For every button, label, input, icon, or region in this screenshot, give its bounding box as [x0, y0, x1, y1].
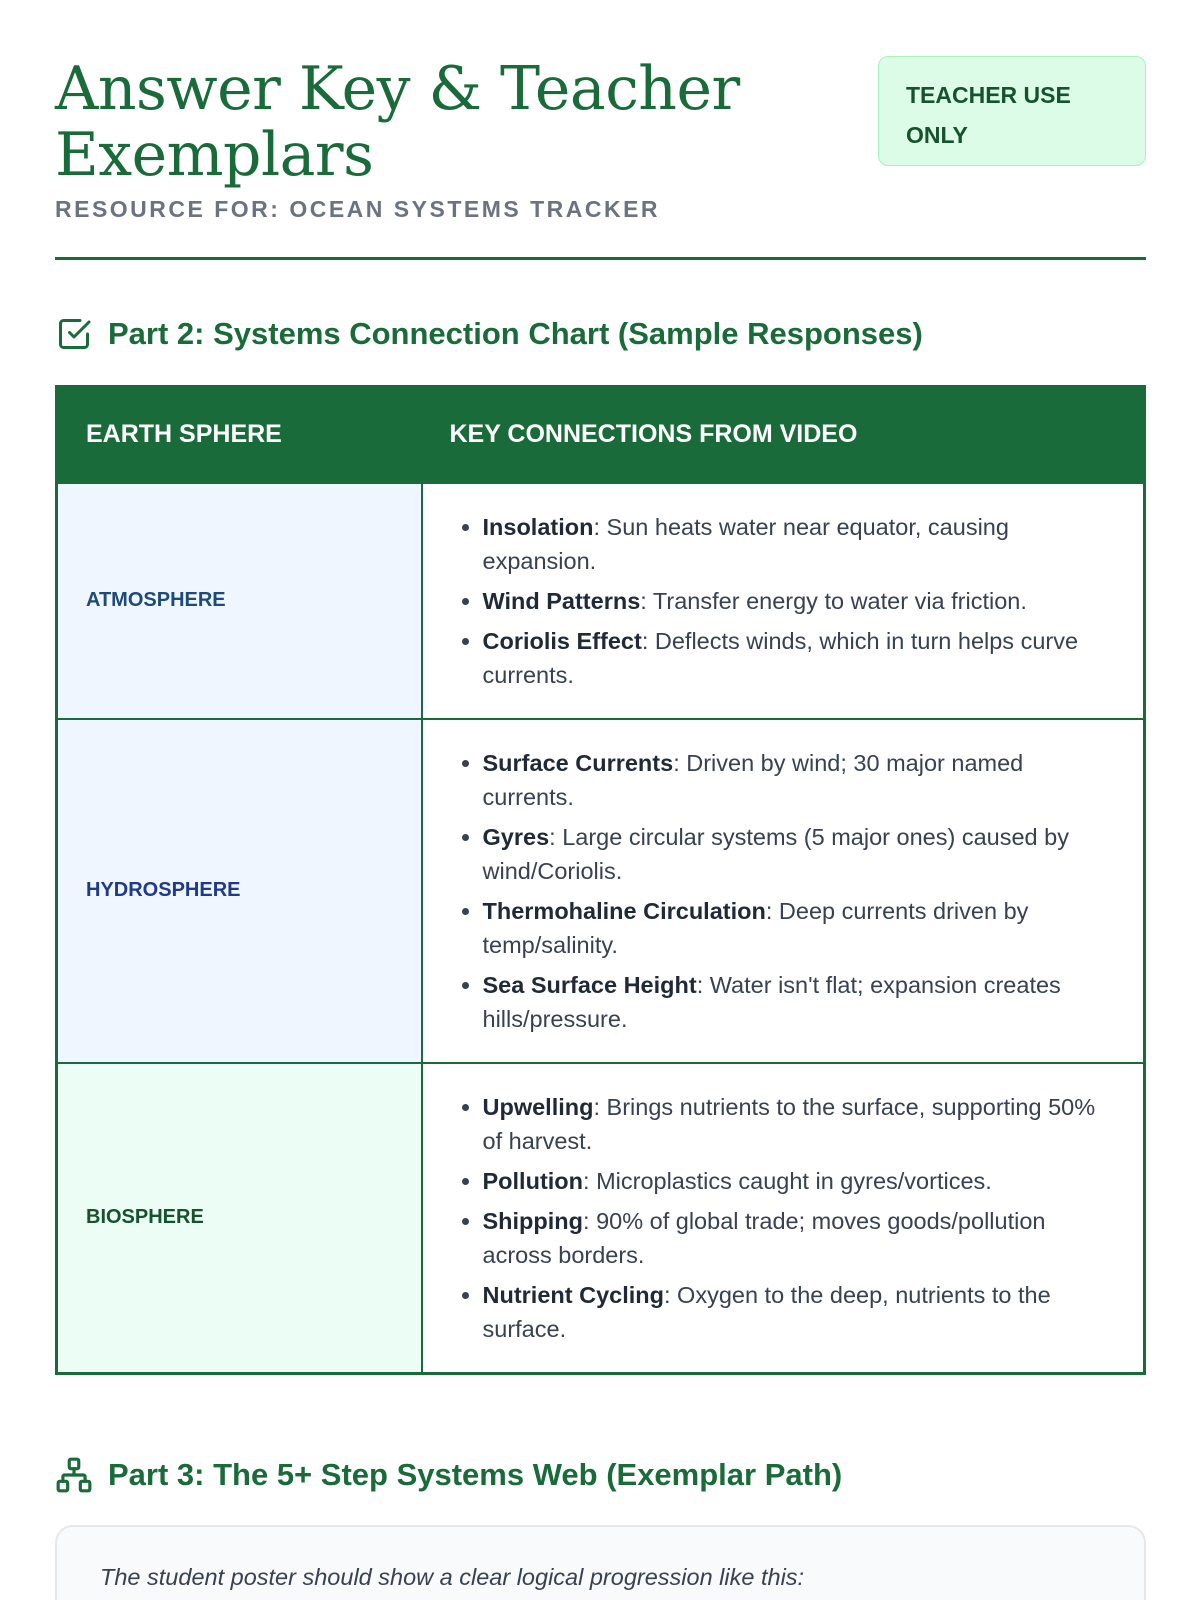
table-row-atmosphere [57, 483, 1145, 719]
connection-text: : Oxygen to the deep, nutrients to the surface. [482, 1281, 1051, 1342]
connection-text: : 90% of global trade; moves goods/pollution across borders. [482, 1207, 1046, 1268]
column-header-earth-sphere: EARTH SPHERE [57, 387, 422, 483]
list-item [483, 1164, 1114, 1198]
connection-text: : Deflects winds, which in turn helps curve currents. [482, 627, 1079, 688]
network-icon [55, 1456, 93, 1494]
sphere-label-hydrosphere: HYDROSPHERE [57, 719, 422, 1063]
connection-term: Wind Patterns [482, 587, 641, 614]
table-row-biosphere [57, 1063, 1145, 1374]
connection-term: Coriolis Effect [482, 627, 642, 654]
list-item [483, 624, 1114, 692]
connection-text: : Brings nutrients to the surface, supporting 50% of harvest. [482, 1093, 1096, 1154]
part2-heading [55, 315, 923, 353]
table-row-hydrosphere [57, 719, 1145, 1063]
connection-term: Upwelling [482, 1093, 594, 1120]
connection-text: : Sun heats water near equator, causing expansion. [482, 513, 1009, 574]
connections-cell-atmosphere [422, 483, 1145, 719]
sphere-label-biosphere: BIOSPHERE [57, 1063, 422, 1374]
systems-connection-chart [55, 385, 1146, 1375]
column-header-key-connections: KEY CONNECTIONS FROM VIDEO [422, 387, 1145, 483]
connections-cell-biosphere [422, 1063, 1145, 1374]
part2-heading-text: Part 2: Systems Connection Chart (Sample Responses) [108, 316, 923, 351]
list-item [483, 820, 1114, 888]
part3-heading [55, 1456, 842, 1494]
connection-text: : Deep currents driven by temp/salinity. [482, 897, 1029, 958]
page-header [55, 56, 1146, 260]
teacher-use-badge: TEACHER USE ONLY [878, 56, 1146, 166]
connection-text: : Driven by wind; 30 major named currents. [482, 749, 1024, 810]
part3-heading-text: Part 3: The 5+ Step Systems Web (Exemplar Path) [108, 1457, 843, 1492]
list-item [483, 510, 1114, 578]
exemplar-intro-text: The student poster should show a clear logical progression like this: [100, 1564, 805, 1590]
connection-term: Sea Surface Height [482, 971, 697, 998]
connections-cell-hydrosphere [422, 719, 1145, 1063]
connection-text: : Microplastics caught in gyres/vortices. [583, 1167, 992, 1194]
connection-term: Nutrient Cycling [482, 1281, 664, 1308]
connection-text: : Large circular systems (5 major ones) caused by wind/Coriolis. [482, 823, 1069, 884]
exemplar-path-box [55, 1525, 1146, 1600]
list-item [483, 1090, 1114, 1158]
checkbox-icon [55, 315, 93, 353]
connection-term: Surface Currents [482, 749, 674, 776]
connection-term: Gyres [482, 823, 550, 850]
list-item [483, 746, 1114, 814]
table-header-row [57, 387, 1145, 483]
sphere-label-atmosphere: ATMOSPHERE [57, 483, 422, 719]
list-item [483, 584, 1114, 618]
connection-term: Thermohaline Circulation [482, 897, 766, 924]
list-item [483, 968, 1114, 1036]
connection-text: : Water isn't flat; expansion creates hills/pressure. [482, 971, 1061, 1032]
connection-term: Pollution [482, 1167, 584, 1194]
list-item [483, 894, 1114, 962]
connection-term: Insolation [482, 513, 594, 540]
list-item [483, 1204, 1114, 1272]
connection-text: : Transfer energy to water via friction. [640, 587, 1027, 614]
page-subtitle: RESOURCE FOR: OCEAN SYSTEMS TRACKER [55, 196, 661, 222]
page-title: Answer Key & Teacher Exemplars [55, 54, 740, 190]
connection-term: Shipping [482, 1207, 584, 1234]
list-item [483, 1278, 1114, 1346]
